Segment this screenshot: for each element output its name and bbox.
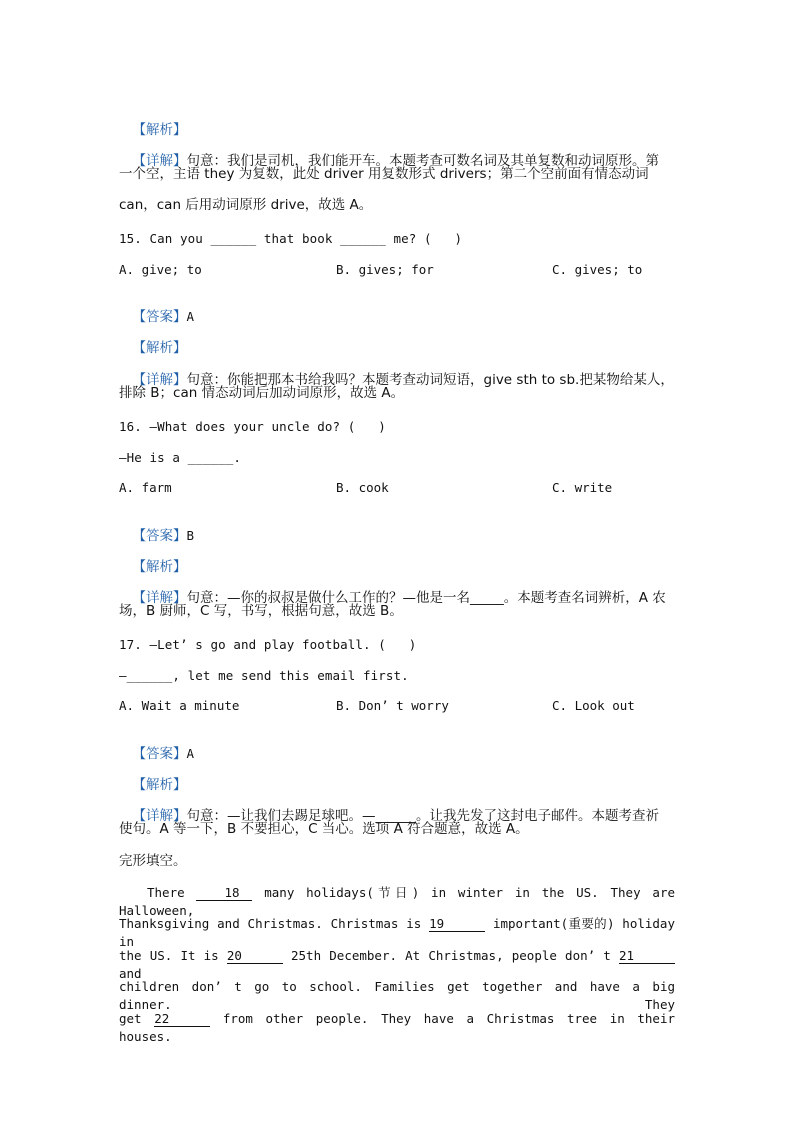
detail-text-line: 排除 B；can 情态动词后加动词原形，故选 A。 (119, 385, 405, 401)
passage-text: and (119, 966, 142, 981)
analysis-tag: 【解析】 (132, 559, 187, 575)
passage-text: There (147, 885, 197, 900)
passage-text: important(重要的) holiday in (119, 916, 675, 949)
q17-option-a: A. Wait a minute (119, 698, 240, 713)
q17-option-b: B. Don’ t worry (336, 698, 449, 713)
answer-tag: 【答案】 (132, 746, 187, 762)
question-15-stem: 15. Can you ______ that book ______ me? ( ) (119, 231, 463, 246)
q17-option-c: C. Look out (552, 698, 635, 713)
q15-option-a: A. give; to (119, 262, 202, 277)
detail-tag: 【详解】 (132, 153, 187, 169)
blank-22: 22 (154, 1012, 210, 1027)
q15-option-b: B. gives; for (336, 262, 434, 277)
answer-value: B (186, 528, 195, 543)
passage-line-2 (119, 915, 675, 951)
question-17-stem: 17. —Let’ s go and play football. ( ) (119, 637, 417, 652)
answer-value: A (186, 746, 195, 761)
question-16-stem: 16. —What does your uncle do? ( ) (119, 419, 386, 434)
question-16-response: —He is a ______. (119, 450, 242, 465)
analysis-tag: 【解析】 (132, 122, 187, 138)
detail-text: 句意：—让我们去踢足球吧。—______。让我先发了这封电子邮件。本题考查祈 (186, 808, 659, 824)
detail-text-line: 使句。A 等一下，B 不要担心，C 当心。选项 A 符合题意，故选 A。 (119, 821, 529, 837)
passage-line-5 (119, 1010, 675, 1046)
question-17-response: —______, let me send this email first. (119, 668, 409, 683)
detail-text: 句意：我们是司机，我们能开车。本题考查可数名词及其单复数和动词原形。第 (186, 153, 659, 169)
q16-option-b: B. cook (336, 480, 389, 495)
section-title: 完形填空。 (119, 853, 187, 869)
blank-21: 21 (619, 949, 675, 964)
passage-text: from other people. They have a Christmas tree in their houses. (119, 1011, 675, 1044)
detail-text-line: 场，B 厨师，C 写，书写，根据句意，故选 B。 (119, 603, 403, 619)
blank-19: 19 (429, 917, 485, 932)
detail-text-line: can，can 后用动词原形 drive，故选 A。 (119, 197, 373, 213)
answer-tag: 【答案】 (132, 528, 187, 544)
answer-value: A (186, 309, 195, 324)
passage-line-4: children don’ t go to school. Families get together and have a big dinner. They (119, 979, 675, 1012)
analysis-tag: 【解析】 (132, 777, 187, 793)
blank-18: 18 (196, 886, 252, 901)
detail-tag: 【详解】 (132, 808, 187, 824)
detail-tag: 【详解】 (132, 590, 187, 606)
passage-text: get (119, 1011, 155, 1026)
q16-option-a: A. farm (119, 480, 172, 495)
answer-tag: 【答案】 (132, 309, 187, 325)
passage-text: the US. It is (119, 948, 227, 963)
q16-option-c: C. write (552, 480, 613, 495)
passage-text: 25th December. At Christmas, people don’ t (282, 948, 619, 963)
passage-text: many holidays(节日) in winter in the US. They are Halloween, (119, 885, 675, 918)
analysis-tag: 【解析】 (132, 340, 187, 356)
q15-option-c: C. gives; to (552, 262, 643, 277)
detail-text-line: 一个空，主语 they 为复数，此处 driver 用复数形式 drivers；第二个空前面有情态动词 (119, 166, 649, 182)
detail-text: 句意：—你的叔叔是做什么工作的？—他是一名_____。本题考查名词辨析，A 农 (186, 590, 666, 606)
blank-20: 20 (227, 949, 283, 964)
passage-text: Thanksgiving and Christmas. Christmas is (119, 916, 430, 931)
detail-tag: 【详解】 (132, 372, 187, 388)
detail-text: 句意：你能把那本书给我吗？本题考查动词短语，give sth to sb.把某物给某人， (186, 372, 674, 388)
